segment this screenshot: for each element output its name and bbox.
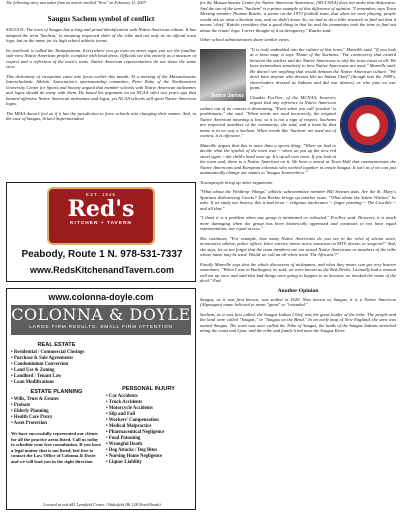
right-paragraph: Saugus, as it was first known, was settled in 1629. Now known as Saugus, it is a Native American (Algonquin) name believed to mean "great" or "extended.": [200, 296, 396, 307]
colonna-website-link[interactable]: www.colonna-doyle.com: [48, 292, 154, 302]
reds-location-phone: Peabody, Route 1 N. 978-531-7337: [21, 249, 183, 260]
right-paragraph: Manville argues that this is more than a sports thing. "When we had to decide what the symbol of the town was -- when we put up the new red street signs -- the child's head went up. It's up all over town. If you look at the town seal, there is a Native American on it. We have a mural at Town Hall that commemorates the Native Americans and European colonists who worked together to create Saugus. It isn't as if we can just automatically change our names to 'Saugus Ironworkers.'": [200, 142, 396, 175]
reds-website-link[interactable]: www.RedsKitchenandTavern.com: [29, 265, 175, 275]
list-item: • Truck Accidents: [106, 400, 191, 406]
right-paragraph: Sachem, as it was first called, the Saugus Indian Chief, was the great leader of the tribe. The people and the land were called "Saugus," or "Saugus on the Bend." In an early map of New England, the area was named Saugus. The town was once called the Tribe of Saugus, the lands of the Saugus Indians stretched along the coast and Lynn, and the tribe and family lived near the Saugus River.: [200, 311, 396, 333]
list-item: • Motorcycle Accidents: [106, 406, 191, 412]
list-item: • Land Use & Zoning: [11, 368, 102, 374]
reds-logo: [47, 187, 155, 245]
author-photo: [200, 49, 246, 101]
colonna-doyle-advertisement[interactable]: [6, 288, 196, 510]
colonna-location-footer: Located at exit #41 Lynnfield Center / Wakefield (Rt 128 North/South): [43, 502, 161, 507]
list-item: • Liquor Liability: [106, 460, 191, 466]
reds-subtitle: KITCHEN + TAVERN: [70, 221, 132, 226]
list-item: • Wrongful Death: [106, 442, 191, 448]
colonna-note: We have successfully represented our clients for all the practice areas listed. Call us today to schedule your free consultation. If you have a legal matter that is not listed, feel free to contact the Law Office of Colonna & Doyle and we will lead you in the right direction: [11, 431, 102, 464]
left-paragraph: This dichotomy of viewpoints came into focus earlier this month. At a meeting of the Massachusetts Interscholastic Athletic Association's sportsmanship committee, Peter Roby of the Northeastern University Center for Sports and Society argued that member schools with Native American nicknames and logos should do away with them. He based his argument on an NCAA edict two years ago that banned offensive Native American nicknames and logos, yet NCAA schools still sport Native American logos.: [6, 73, 196, 106]
intro-note: The following story was taken from an article entitled "Now" on February 11, 2007:: [6, 0, 147, 5]
reds-name: Red's: [67, 196, 135, 222]
colonna-banner: [11, 305, 191, 335]
list-item: • Car Accidents: [106, 394, 191, 400]
personal-injury-heading: PERSONAL INJURY: [122, 386, 175, 392]
list-item: • Wills, Trust & Estates: [11, 397, 102, 403]
right-paragraph: "I think it is a problem when any group is minimized or ridiculed," FoxTree said. However, it is much more damaging when the group has been historically oppressed and continues to not have equal representation, nor equal access.": [200, 215, 396, 231]
list-item: • Elderly Planning: [11, 409, 102, 415]
list-item: • Purchase & Sale Agreements: [11, 356, 102, 362]
list-item: • Probate: [11, 403, 102, 409]
colonna-firm-name: COLONNA & DOYLE: [11, 305, 191, 324]
another-opinion-heading: Another Opinion: [277, 287, 319, 294]
left-column: [6, 12, 196, 126]
right-paragraph: for the Massachusetts Center for Native American Awareness, (MCCNAA) does not make that distinction. And the use of the term "Sachem" is a prime example of this difference of opinion. "I remember, says Town Meeting member Thomas Rutche, a senior on the 1973 football team, that when we were playing, people would ask us what a Sachem was, and we didn't know. So, we had to do a little research to find out that it means 'chief.' Rutche considers that a good thing in that he and his teammates took the time to find out about the teams' logo. I never thought of it as derogatory," Rutche said.: [200, 0, 396, 33]
list-item: • Dog Attacks / Dog Bites: [106, 448, 191, 454]
estate-planning-heading: ESTATE PLANNING: [30, 389, 83, 395]
list-item: • Asset Protection: [11, 421, 102, 427]
list-item: • Food Poisoning: [106, 436, 191, 442]
right-paragraph: Other school administrators share similar views.: [200, 37, 290, 42]
list-item: • Nursing Home Negligence: [106, 454, 191, 460]
list-item: • Loan Modifications: [11, 380, 102, 386]
list-item: • Condominium Conversion: [11, 362, 102, 368]
reds-est-label: EST. 1945: [85, 192, 117, 197]
right-paragraph: She continues, "For example, how many Native Americans do you see in the roles of sitcom actor, newscaster, athlete, police officer, letter carrier, movie actor, musician on MTV, doctor, or surgeon?" And, she says, let us not forget that the team members are not actual Native Americans or members of the tribe whose name may be used. Would we call an all-white team 'The Africans'?": [200, 235, 396, 257]
colonna-right-services: [106, 339, 191, 466]
photo-caption: Janice Jarosz: [209, 92, 244, 99]
list-item: • Landlord / Tenant Law: [11, 374, 102, 380]
list-item: • Medical Malpractice: [106, 424, 191, 430]
right-paragraph: "What about the Winthrop Vikings" athletic subcommittee member Bill Stewart asks. Are the St. Mary's Spartans dishonoring Greeks? Tom Ritchie brings up another issue. "What about the Salem Witches" he asks. If we study our history, this is bad news -- religious intolerance -- finger pointing -- The Crucible -- and all that.": [200, 189, 396, 211]
right-paragraph: Claudia FoxTree, of the MCNAA, however, argues that any reference to Native American culture out of its context is demeaning. "Even when you call 'positive' is problematic," she said. "When words are used incorrectly, the original Native American meaning is lost, so it is not a sign of respect. Sachems are respected members of the community, she said, and a team by that name is in no way a Sachem. When words like 'Sachem' are used out of context, it is offensive.": [200, 94, 336, 138]
personal-injury-list: [106, 394, 191, 466]
real-estate-heading: REAL ESTATE: [37, 342, 76, 348]
colonna-services: [11, 339, 191, 466]
town-seal-image: [340, 97, 396, 153]
reds-advertisement[interactable]: [6, 182, 196, 282]
list-item: • Residential / Commercial Closings: [11, 350, 102, 356]
right-paragraph: "It is truly embedded into the culture of this town," Manville said. "If you look at a town map, it says 'Home of the Sachems.' The controversy that existed between the settlers and the Native Americans is why the town exists at all. We have tremendous sensitivity to how Native Americans are used," Manville said. He doesn't see anything that would demean the Native American culture. "We don't have anyone who dresses like an Indian Chief" (though into the 1980's, cheerleaders dressed as Indians and did war dances) or who puts on war paint.": [250, 46, 396, 90]
real-estate-list: [11, 350, 102, 386]
right-paragraph: Townspeople bring up other arguments.: [200, 179, 274, 185]
right-paragraph: Finally Manville says that the whole discussion of nicknames, and what they mean, can get very bizarre sometimes. "When I was in Burlington, he said, we were known as the Red Devils. I actually had a woman call me up once and said that bad things were going to happen to us because we invoked the name of the devil." End.: [200, 261, 396, 283]
colonna-left-services: [11, 339, 102, 466]
article-headline: Saugus Sachem symbol of conflict: [47, 14, 155, 23]
list-item: • Slip and Fall: [106, 412, 191, 418]
list-item: • Pharmaceutical Negligence: [106, 430, 191, 436]
left-paragraph: SAUGUS: The town of Saugus has a long and proud identification with Native American culture. It has adopted the term 'Sachem,' in meaning respected elder of the tribe and not only as its official town logo, but as the name for its high school athletic teams.: [6, 27, 196, 43]
list-item: • Health Care Proxy: [11, 415, 102, 421]
left-paragraph: The MIAA doesn't feel as if it has the jurisdiction to force schools into changing their names. And, in the case of Saugus, School Superintendent: [6, 110, 196, 121]
right-column: [200, 0, 396, 338]
left-paragraph: Its yearbook is called the Tantaquonian. Everywhere you go even on street signs you see the familiar side-view Native American profile, complete with head dress. Officials see this entirely as a measure of respect and a reflection of the town's roots. Native American representatives do not share the same view.: [6, 47, 196, 69]
estate-planning-list: [11, 397, 102, 427]
colonna-tagline: LARGE FIRM RESULTS. SMALL FIRM ATTENTION: [29, 325, 173, 330]
list-item: • Workers' Compensation: [106, 418, 191, 424]
